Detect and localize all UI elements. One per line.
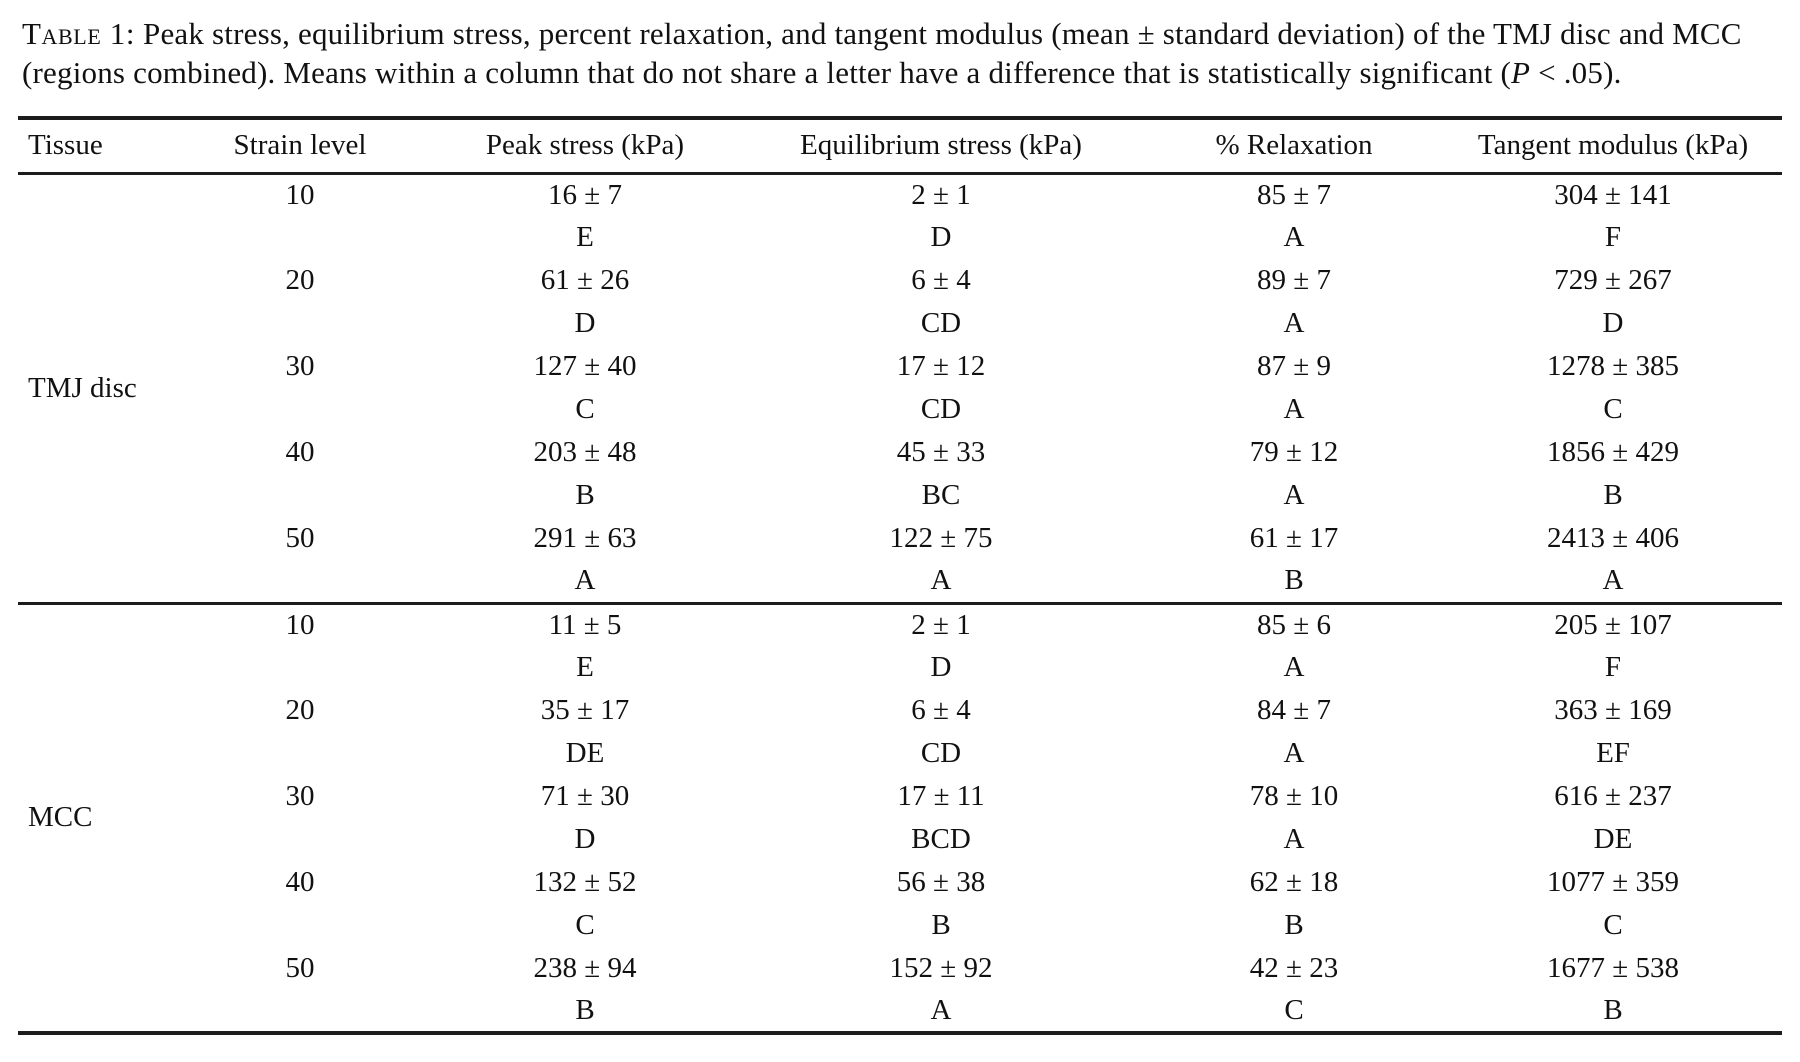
- table-row: [18, 904, 1782, 947]
- table-row: [18, 646, 1782, 689]
- peak-letter: D: [574, 307, 596, 339]
- empty-cell: [168, 560, 432, 603]
- caption-text-main: Peak stress, equilibrium stress, percent relaxation, and tangent modulus (mean ± standard deviation) of the TMJ disc and MCC (regions combined).: [22, 16, 1742, 90]
- table-row: [18, 302, 1782, 345]
- empty-cell: [168, 904, 432, 947]
- tangent-value: 1856 ± 429: [1547, 436, 1679, 468]
- peak-letter: C: [575, 909, 595, 941]
- relaxation-letter: B: [1284, 909, 1304, 941]
- relaxation-letter: B: [1284, 564, 1304, 597]
- peak-letter: D: [574, 823, 596, 855]
- relaxation-value: 89 ± 7: [1257, 264, 1331, 296]
- tangent-letter: F: [1604, 651, 1622, 683]
- peak-value: 132 ± 52: [533, 866, 637, 898]
- tangent-letter: EF: [1596, 737, 1630, 769]
- strain-cell: 30: [285, 350, 315, 382]
- tangent-letter: C: [1603, 909, 1623, 941]
- tissue-label-tmj: TMJ disc: [28, 371, 137, 404]
- tangent-letter: C: [1603, 393, 1623, 425]
- equilibrium-letter: CD: [920, 393, 962, 425]
- peak-value: 11 ± 5: [432, 603, 738, 646]
- equilibrium-letter: CD: [920, 307, 962, 339]
- relaxation-letter: A: [1283, 479, 1305, 511]
- tangent-letter: DE: [1593, 823, 1633, 855]
- empty-cell: [168, 216, 432, 259]
- tangent-value: 304 ± 141: [1554, 178, 1672, 211]
- table-row: [18, 388, 1782, 431]
- strain-cell: 20: [285, 264, 315, 296]
- empty-cell: [168, 474, 432, 517]
- table-row: [18, 818, 1782, 861]
- equilibrium-value: 152 ± 92: [889, 952, 993, 984]
- tangent-value: 2413 ± 406: [1547, 522, 1679, 554]
- table-caption: [22, 14, 1780, 92]
- column-header-equilibrium: Equilibrium stress (kPa): [800, 129, 1082, 162]
- tangent-value: 1278 ± 385: [1547, 350, 1679, 382]
- header-row: [18, 118, 1782, 173]
- equilibrium-letter: D: [930, 221, 952, 253]
- relaxation-value: 85 ± 7: [1257, 178, 1331, 211]
- table-row: [18, 345, 1782, 388]
- peak-value: 61 ± 26: [540, 264, 630, 296]
- relaxation-value: 87 ± 9: [1257, 350, 1331, 382]
- table-row: [18, 259, 1782, 302]
- caption-label: Table 1:: [22, 16, 136, 51]
- peak-letter: E: [576, 651, 594, 683]
- relaxation-letter: A: [1283, 651, 1305, 683]
- table-row: [18, 474, 1782, 517]
- caption-text-after-p: < .05).: [1530, 55, 1622, 90]
- relaxation-value: 42 ± 23: [1249, 952, 1339, 984]
- relaxation-letter: C: [1284, 994, 1304, 1026]
- peak-value: 291 ± 63: [533, 522, 637, 554]
- tissue-label-mcc: MCC: [18, 603, 168, 1033]
- peak-letter: E: [576, 221, 594, 253]
- tangent-letter: F: [1604, 221, 1622, 253]
- column-header-relaxation: % Relaxation: [1215, 129, 1373, 162]
- peak-letter: DE: [565, 737, 605, 769]
- peak-value: 71 ± 30: [540, 780, 630, 812]
- tangent-letter: B: [1603, 994, 1623, 1026]
- relaxation-letter: A: [1283, 737, 1305, 769]
- column-header-tissue: Tissue: [28, 129, 103, 162]
- table-row: [18, 431, 1782, 474]
- strain-cell: 20: [285, 694, 315, 726]
- column-header-tangent: Tangent modulus (kPa): [1477, 129, 1749, 162]
- table-row: [18, 861, 1782, 904]
- equilibrium-value: 56 ± 38: [896, 866, 986, 898]
- table-row: [18, 517, 1782, 560]
- peak-value: 203 ± 48: [533, 436, 637, 468]
- relaxation-letter: A: [1283, 393, 1305, 425]
- empty-cell: [168, 732, 432, 775]
- equilibrium-value: 2 ± 1: [911, 178, 971, 211]
- peak-value: 127 ± 40: [533, 350, 637, 382]
- peak-letter: B: [575, 479, 595, 511]
- caption-p-symbol: P: [1511, 55, 1531, 90]
- table-row: [18, 775, 1782, 818]
- table-row: [18, 173, 1782, 216]
- peak-letter: A: [574, 564, 596, 597]
- peak-value: 16 ± 7: [548, 178, 622, 211]
- empty-cell: [168, 818, 432, 861]
- tangent-value: 363 ± 169: [1554, 694, 1672, 726]
- strain-cell: 40: [285, 866, 315, 898]
- empty-cell: [168, 388, 432, 431]
- relaxation-letter: A: [1283, 221, 1305, 253]
- equilibrium-letter: BCD: [911, 823, 971, 855]
- tangent-value: 616 ± 237: [1554, 780, 1672, 812]
- equilibrium-value: 2 ± 1: [738, 603, 1144, 646]
- table-row: [18, 603, 1782, 646]
- caption-text-before-p: Means within a column that do not share a letter have a difference that is statistically significant (: [275, 55, 1511, 90]
- empty-cell: [168, 990, 432, 1033]
- equilibrium-letter: D: [930, 651, 952, 683]
- strain-cell: 10: [168, 603, 432, 646]
- strain-cell: 50: [285, 952, 315, 984]
- equilibrium-letter: A: [930, 994, 952, 1026]
- tangent-value: 205 ± 107: [1444, 603, 1782, 646]
- empty-cell: [168, 302, 432, 345]
- relaxation-value: 84 ± 7: [1257, 694, 1331, 726]
- equilibrium-value: 45 ± 33: [896, 436, 986, 468]
- empty-cell: [168, 646, 432, 689]
- tangent-value: 1077 ± 359: [1547, 866, 1679, 898]
- relaxation-value: 61 ± 17: [1249, 522, 1339, 554]
- relaxation-value: 85 ± 6: [1144, 603, 1444, 646]
- relaxation-value: 79 ± 12: [1249, 436, 1339, 468]
- results-table: [18, 116, 1782, 1035]
- peak-value: 35 ± 17: [540, 694, 630, 726]
- table-row: [18, 732, 1782, 775]
- tangent-letter: D: [1602, 307, 1624, 339]
- table-row: [18, 990, 1782, 1033]
- table-row: [18, 216, 1782, 259]
- strain-cell: 30: [285, 780, 315, 812]
- relaxation-letter: A: [1283, 307, 1305, 339]
- equilibrium-letter: CD: [920, 737, 962, 769]
- tangent-letter: A: [1602, 564, 1624, 597]
- tangent-letter: B: [1603, 479, 1623, 511]
- equilibrium-value: 122 ± 75: [889, 522, 993, 554]
- peak-letter: B: [575, 994, 595, 1026]
- table-row: [18, 560, 1782, 603]
- relaxation-value: 78 ± 10: [1249, 780, 1339, 812]
- equilibrium-value: 17 ± 11: [897, 780, 985, 812]
- peak-value: 238 ± 94: [533, 952, 637, 984]
- peak-letter: C: [575, 393, 595, 425]
- equilibrium-letter: A: [930, 564, 952, 597]
- equilibrium-value: 6 ± 4: [911, 694, 971, 726]
- tangent-value: 1677 ± 538: [1547, 952, 1679, 984]
- strain-cell: 40: [285, 436, 315, 468]
- column-header-strain: Strain level: [233, 129, 367, 162]
- equilibrium-value: 17 ± 12: [896, 350, 986, 382]
- strain-cell: 10: [285, 178, 315, 211]
- equilibrium-value: 6 ± 4: [911, 264, 971, 296]
- table-row: [18, 947, 1782, 990]
- column-header-peak: Peak stress (kPa): [485, 129, 685, 162]
- strain-cell: 50: [285, 522, 315, 554]
- table-row: [18, 689, 1782, 732]
- equilibrium-letter: BC: [921, 479, 961, 511]
- tangent-value: 729 ± 267: [1554, 264, 1672, 296]
- equilibrium-letter: B: [931, 909, 951, 941]
- relaxation-letter: A: [1283, 823, 1305, 855]
- relaxation-value: 62 ± 18: [1249, 866, 1339, 898]
